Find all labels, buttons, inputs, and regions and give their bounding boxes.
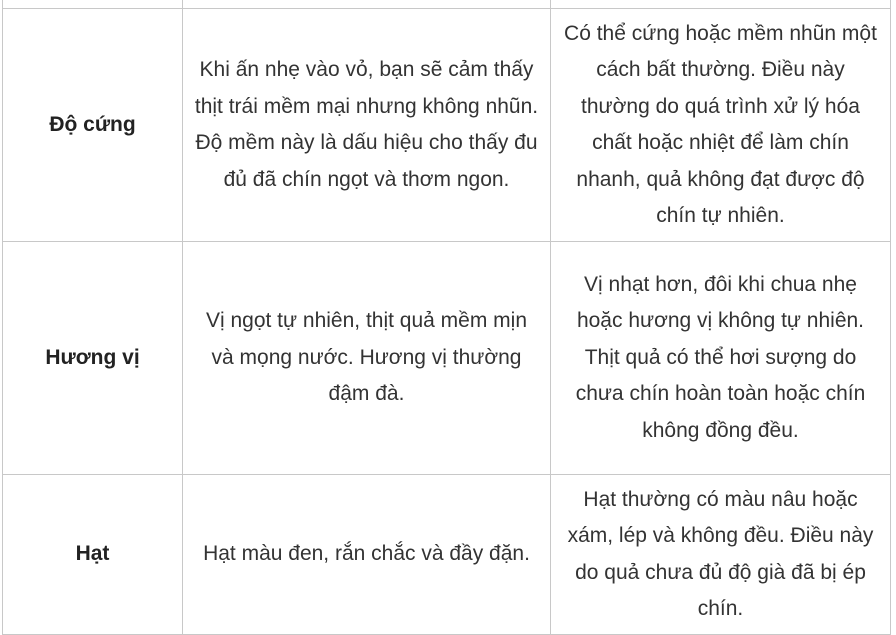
naturally-ripe-seeds-cell: Hạt màu đen, rắn chắc và đầy đặn. — [183, 475, 551, 635]
table-cell — [551, 0, 891, 9]
table-row-previous — [3, 0, 891, 9]
naturally-ripe-flavor-cell: Vị ngọt tự nhiên, thịt quả mềm mịn và mọng nước. Hương vị thường đậm đà. — [183, 242, 551, 475]
comparison-table — [2, 0, 891, 635]
naturally-ripe-hardness-cell: Khi ấn nhẹ vào vỏ, bạn sẽ cảm thấy thịt trái mềm mại nhưng không nhũn. Độ mềm này là dấu hiệu cho thấy đu đủ đã chín ngọt và thơm ngon. — [183, 9, 551, 242]
row-header-flavor: Hương vị — [3, 242, 183, 475]
table-cell — [3, 0, 183, 9]
forced-ripe-hardness-cell: Có thể cứng hoặc mềm nhũn một cách bất thường. Điều này thường do quá trình xử lý hóa chất hoặc nhiệt để làm chín nhanh, quả không đạt được độ chín tự nhiên. — [551, 9, 891, 242]
forced-ripe-flavor-cell: Vị nhạt hơn, đôi khi chua nhẹ hoặc hương vị không tự nhiên. Thịt quả có thể hơi sượng do chưa chín hoàn toàn hoặc chín không đồng đều. — [551, 242, 891, 475]
row-header-hardness: Độ cứng — [3, 9, 183, 242]
table-row-hardness — [3, 9, 891, 242]
table-row-flavor — [3, 242, 891, 475]
forced-ripe-seeds-cell: Hạt thường có màu nâu hoặc xám, lép và không đều. Điều này do quả chưa đủ độ già đã bị ép chín. — [551, 475, 891, 635]
row-header-seeds: Hạt — [3, 475, 183, 635]
table-cell — [183, 0, 551, 9]
table-row-seeds — [3, 475, 891, 635]
